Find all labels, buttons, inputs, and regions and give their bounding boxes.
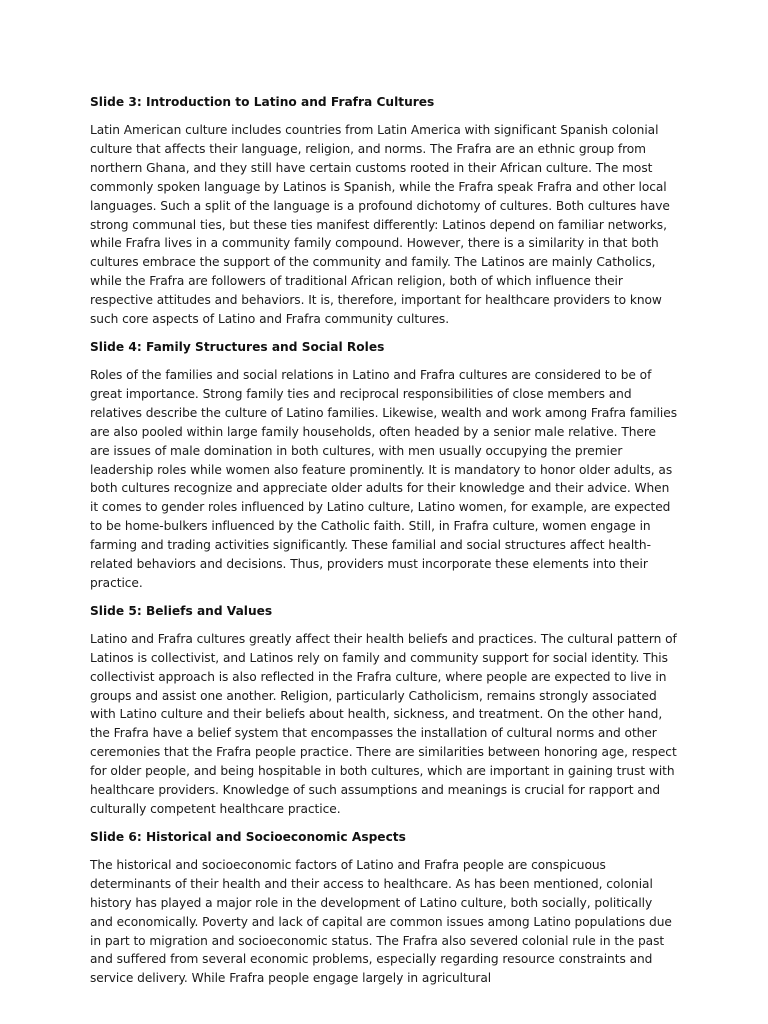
section-slide-5 [90,602,678,819]
section-heading: Slide 3: Introduction to Latino and Frafra Cultures [90,95,435,109]
section-paragraph: Latin American culture includes countries from Latin America with significant Spanish colonial culture that affects their language, religion, and norms. The Frafra are an ethnic group from northern Ghana, and they still have certain customs rooted in their African culture. The most commonly spoken language by Latinos is Spanish, while the Frafra speak Frafra and other local languages. Such a split of the language is a profound dichotomy of cultures. Both cultures have strong communal ties, but these ties manifest differently: Latinos depend on familiar networks, while Frafra lives in a community family compound. However, there is a similarity in that both cultures embrace the support of the community and family. The Latinos are mainly Catholics, while the Frafra are followers of traditional African religion, both of which influence their respective attitudes and behaviors. It is, therefore, important for healthcare providers to know such core aspects of Latino and Frafra community cultures. [90,123,670,327]
section-heading: Slide 5: Beliefs and Values [90,603,273,618]
section-slide-3 [90,93,678,329]
section-heading: Slide 6: Historical and Socioeconomic Aspects [90,829,406,844]
section-paragraph: Roles of the families and social relations in Latino and Frafra cultures are considered to be of great importance. Strong family ties and reciprocal responsibilities of close members and relatives describe the culture of Latino families. Likewise, wealth and work among Frafra families are also pooled within large family households, often headed by a senior male relative. There are issues of male domination in both cultures, with men usually occupying the premier leadership roles while women also feature prominently. It is mandatory to honor older adults, as both cultures recognize and appreciate older adults for their knowledge and their advice. When it comes to gender roles influenced by Latino culture, Latino women, for example, are expected to be home-bulkers influenced by the Catholic faith. Still, in Frafra culture, women engage in farming and trading activities significantly. These familial and social structures affect health-related behaviors and decisions. Thus, providers must incorporate these elements into their practice. [90,367,678,590]
section-paragraph: The historical and socioeconomic factors of Latino and Frafra people are conspicuous determinants of their health and their access to healthcare. As has been mentioned, colonial history has played a major role in the development of Latino culture, both socially, politically and economically. Poverty and lack of capital are common issues among Latino populations due in part to migration and socioeconomic status. The Frafra also severed colonial rule in the past and suffered from several economic problems, especially regarding resource constraints and service delivery. While Frafra people engage largely in agricultural [90,857,672,986]
section-slide-4 [90,338,678,593]
section-slide-6 [90,828,678,988]
section-heading: Slide 4: Family Structures and Social Roles [90,339,385,354]
section-paragraph: Latino and Frafra cultures greatly affect their health beliefs and practices. The cultural pattern of Latinos is collectivist, and Latinos rely on family and community support for social identity. This collectivist approach is also reflected in the Frafra culture, where people are expected to live in groups and assist one another. Religion, particularly Catholicism, remains strongly associated with Latino culture and their beliefs about health, sickness, and treatment. On the other hand, the Frafra have a belief system that encompasses the installation of cultural norms and other ceremonies that the Frafra people practice. There are similarities between honoring age, respect for older people, and being hospitable in both cultures, which are important in gaining trust with healthcare providers. Knowledge of such assumptions and meanings is crucial for rapport and culturally competent healthcare practice. [90,631,677,816]
